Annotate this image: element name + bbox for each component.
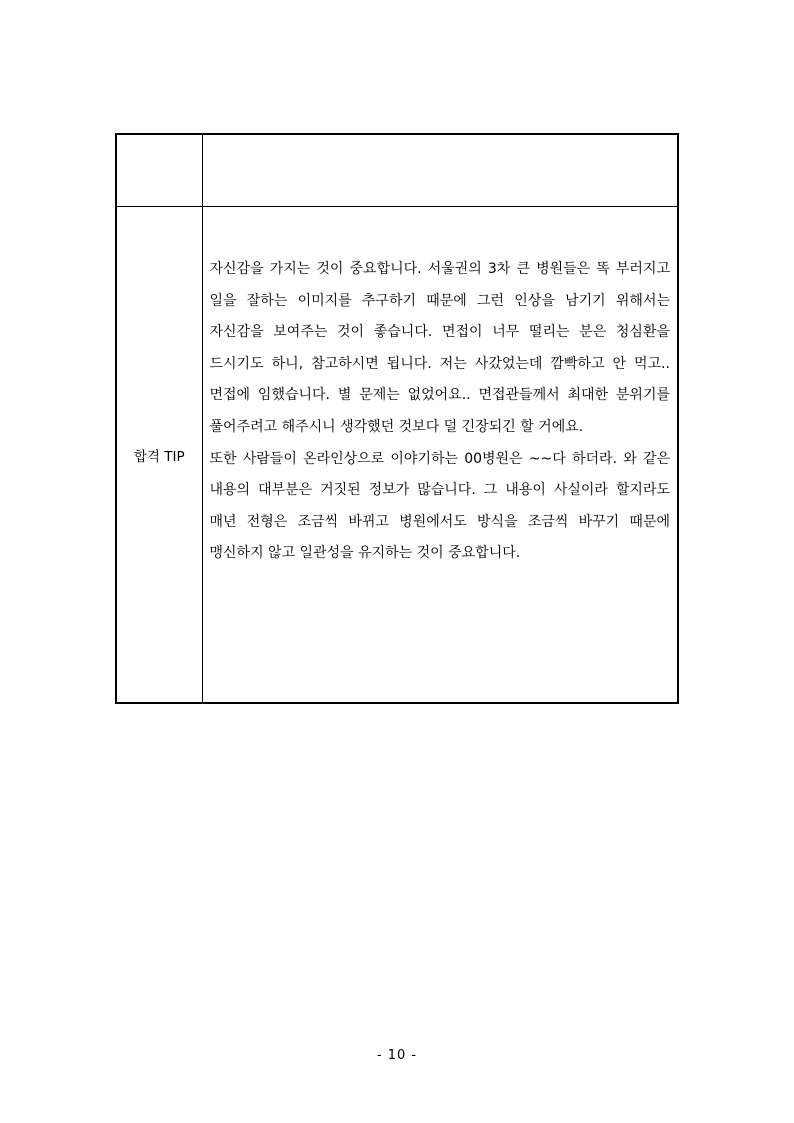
document-table bbox=[115, 133, 679, 704]
tip-label: 합격 TIP bbox=[116, 207, 202, 704]
tip-paragraph-2: 또한 사람들이 온라인상으로 이야기하는 00병원은 ~~다 하더라. 와 같은 내용의 대부분은 거짓된 정보가 많습니다. 그 내용이 사실이라 할지라도 매년 전형은 조금씩 바뀌고 병원에서도 방식을 조금씩 바꾸기 때문에 맹신하지 않고 일관성을 유지하는 것이 중요합니다. bbox=[209, 450, 670, 562]
tip-text bbox=[210, 254, 671, 570]
tip-paragraph-1: 자신감을 가지는 것이 중요합니다. 서울권의 3차 큰 병원들은 똑 부러지고 일을 잘하는 이미지를 추구하기 때문에 그런 인상을 남기기 위해서는 자신감을 보여주는 것이 좋습니다. 면접이 너무 떨리는 분은 청심환을 드시기도 하니, 참고하시면 됩니다. 저는 사갔었는데 깜빡하고 안 먹고.. 면접에 임했습니다. 별 문제는 없었어요.. 면접관들께서 최대한 분위기를 풀어주려고 해주시니 생각했던 것보다 덜 긴장되긴 할 거에요. bbox=[209, 261, 670, 435]
table-row-tip bbox=[116, 207, 678, 704]
top-row-content bbox=[202, 134, 678, 207]
top-row-label bbox=[116, 134, 202, 207]
tip-content-cell bbox=[202, 207, 678, 704]
page-number: - 10 - bbox=[376, 1048, 418, 1063]
table-row-top bbox=[116, 134, 678, 207]
